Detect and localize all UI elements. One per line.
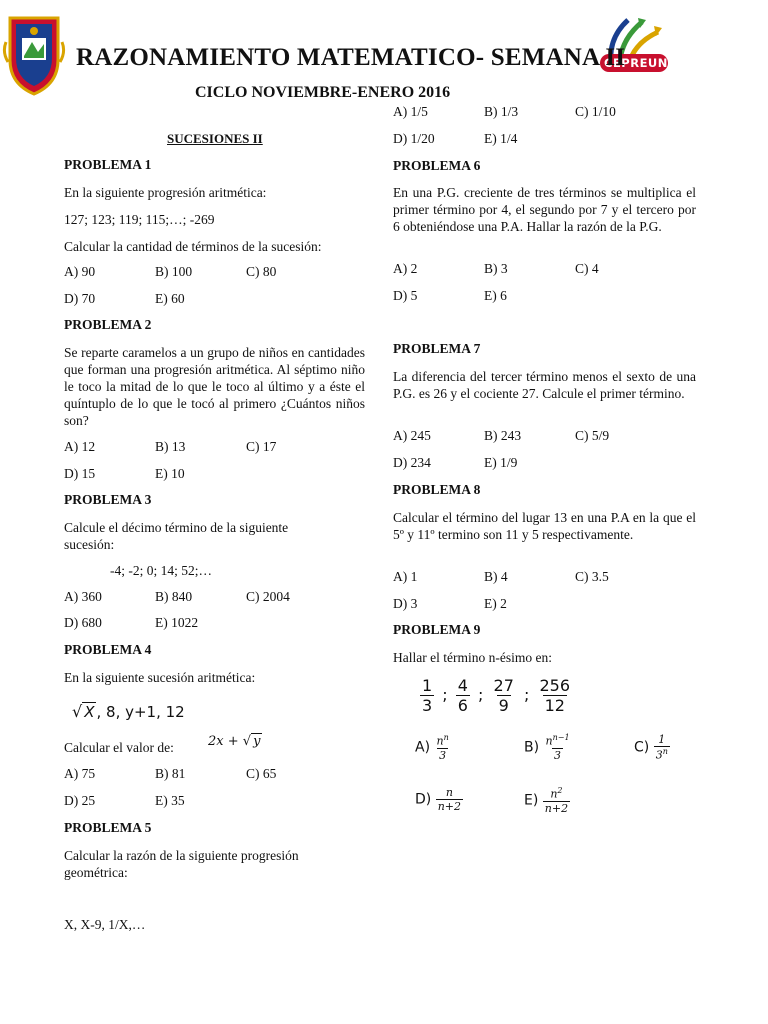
problem-1-heading: PROBLEMA 1 [64,157,152,172]
problem-1-option-e: E) 60 [155,291,185,306]
problem-1-sequence: 127; 123; 119; 115;…; -269 [64,212,215,227]
problem-3-option-a: A) 360 [64,589,102,604]
problem-9-text: Hallar el término n-ésimo en: [393,650,552,665]
problem-1-option-d: D) 70 [64,291,96,306]
problem-2-option-b: B) 13 [155,439,186,454]
problem-4-sqrt-x: X [84,703,95,721]
university-crest-logo [2,12,66,96]
problem-9-fraction-1: $\frac{1}{3}$ [422,676,433,715]
problem-8-option-d: D) 3 [393,596,418,611]
problem-9-option-c: C) $\frac{1}{3^n}$ [634,733,668,762]
problem-4-heading: PROBLEMA 4 [64,642,152,657]
cepreuna-logo-text: CEPREUNA [604,56,678,70]
problem-5-option-c: C) 1/10 [575,104,616,119]
problem-1-text: En la siguiente progresión aritmética: [64,185,267,200]
problem-7-option-a: A) 245 [393,428,431,443]
problem-8-text: Calcular el término del lugar 13 en una P.A en la que el 5º y 11º termino son 11 y 5 respectivamente. [393,510,696,542]
problem-7-option-c: C) 5/9 [575,428,610,443]
problem-6-text: En una P.G. creciente de tres términos se multiplica el primer término por 4, el segundo por 7 y el tercero por 6 obteniéndose una P.A. Hallar la razón de la P.G. [393,185,696,234]
problem-9-option-d: D) $\frac{n}{n+2}$ [415,786,462,813]
problem-3-text: Calcule el décimo término de la siguiente sucesión: [64,520,289,552]
problem-8-option-b: B) 4 [484,569,508,584]
problem-5-heading: PROBLEMA 5 [64,820,152,835]
problem-6-option-c: C) 4 [575,261,599,276]
problem-2-option-c: C) 17 [246,439,277,454]
problem-9-fraction-3: $\frac{27}{9}$ [493,676,514,715]
problem-4-question: Calcular el valor de: [64,740,174,755]
problem-4-sqrt-y: y [253,734,261,749]
problem-3-option-b: B) 840 [155,589,193,604]
problem-9-heading: PROBLEMA 9 [393,622,481,637]
problem-7-option-d: D) 234 [393,455,431,470]
problem-3-option-e: E) 1022 [155,615,199,630]
problem-3-sequence: -4; -2; 0; 14; 52;… [110,563,212,578]
problem-5-option-b: B) 1/3 [484,104,519,119]
problem-3-heading: PROBLEMA 3 [64,492,152,507]
problem-9-option-e: E) $\frac{n^2}{n+2}$ [524,786,569,815]
problem-3-option-c: C) 2004 [246,589,290,604]
problem-2-text: Se reparte caramelos a un grupo de niños en cantidades que forman una progresión aritmética. Al séptimo niño le toco la mitad de lo que le toco al último y a éste el quíntuplo de lo que le tocó al primero ¿Cuántos niños son? [64,345,365,428]
problem-6-option-a: A) 2 [393,261,418,276]
problem-4-sequence: √ X , 8, y+1, 12 [72,702,185,721]
problem-4-sequence-rest: , 8, y+1, 12 [96,703,185,721]
problem-4-expression: 2x + √ y [208,734,261,749]
problem-8-option-a: A) 1 [393,569,418,584]
problem-9-option-a: A) $\frac{n^n}{3}$ [415,733,449,762]
problem-5-sequence: X, X-9, 1/X,… [64,917,146,932]
problem-6-option-e: E) 6 [484,288,507,303]
problem-9-fraction-2: $\frac{4}{6}$ [457,676,468,715]
problem-1-option-b: B) 100 [155,264,193,279]
problem-4-expr-part: 2x + [208,734,239,749]
problem-4-text: En la siguiente sucesión aritmética: [64,670,256,685]
problem-9-fraction-4: $\frac{256}{12}$ [539,676,571,715]
problem-7-heading: PROBLEMA 7 [393,341,481,356]
problem-7-text: La diferencia del tercer término menos el sexto de una P.G. es 26 y el cociente 27. Calcule el primer término. [393,369,696,401]
problem-6-heading: PROBLEMA 6 [393,158,481,173]
problem-8-option-e: E) 2 [484,596,507,611]
problem-1-question: Calcular la cantidad de términos de la sucesión: [64,239,322,254]
problem-5-text: Calcular la razón de la siguiente progresión geométrica: [64,848,299,880]
problem-2-option-e: E) 10 [155,466,185,481]
problem-2-option-d: D) 15 [64,466,96,481]
problem-5-option-d: D) 1/20 [393,131,435,146]
problem-9-sequence: $\frac{1}{3}$ ; $\frac{4}{6}$ ; $\frac{27}{9}$ ; $\frac{256}{12}$ [422,676,571,715]
problem-7-option-b: B) 243 [484,428,522,443]
problem-5-option-e: E) 1/4 [484,131,518,146]
problem-9-option-b: B) $\frac{n^{n-1}}{3}$ [524,733,570,762]
problem-8-heading: PROBLEMA 8 [393,482,481,497]
problem-7-option-e: E) 1/9 [484,455,518,470]
problem-4-option-c: C) 65 [246,766,277,781]
problem-3-option-d: D) 680 [64,615,102,630]
problem-1-option-a: A) 90 [64,264,96,279]
problem-6-option-d: D) 5 [393,288,418,303]
problem-4-option-d: D) 25 [64,793,96,808]
problem-4-option-a: A) 75 [64,766,96,781]
section-heading: SUCESIONES II [167,131,263,146]
problem-4-option-b: B) 81 [155,766,186,781]
problem-4-option-e: E) 35 [155,793,185,808]
page-subtitle: CICLO NOVIEMBRE-ENERO 2016 [195,84,451,101]
problem-1-option-c: C) 80 [246,264,277,279]
problem-8-option-c: C) 3.5 [575,569,609,584]
problem-2-heading: PROBLEMA 2 [64,317,152,332]
problem-2-option-a: A) 12 [64,439,96,454]
problem-6-option-b: B) 3 [484,261,508,276]
page-title: RAZONAMIENTO MATEMATICO- SEMANA II [76,44,626,71]
problem-5-option-a: A) 1/5 [393,104,428,119]
